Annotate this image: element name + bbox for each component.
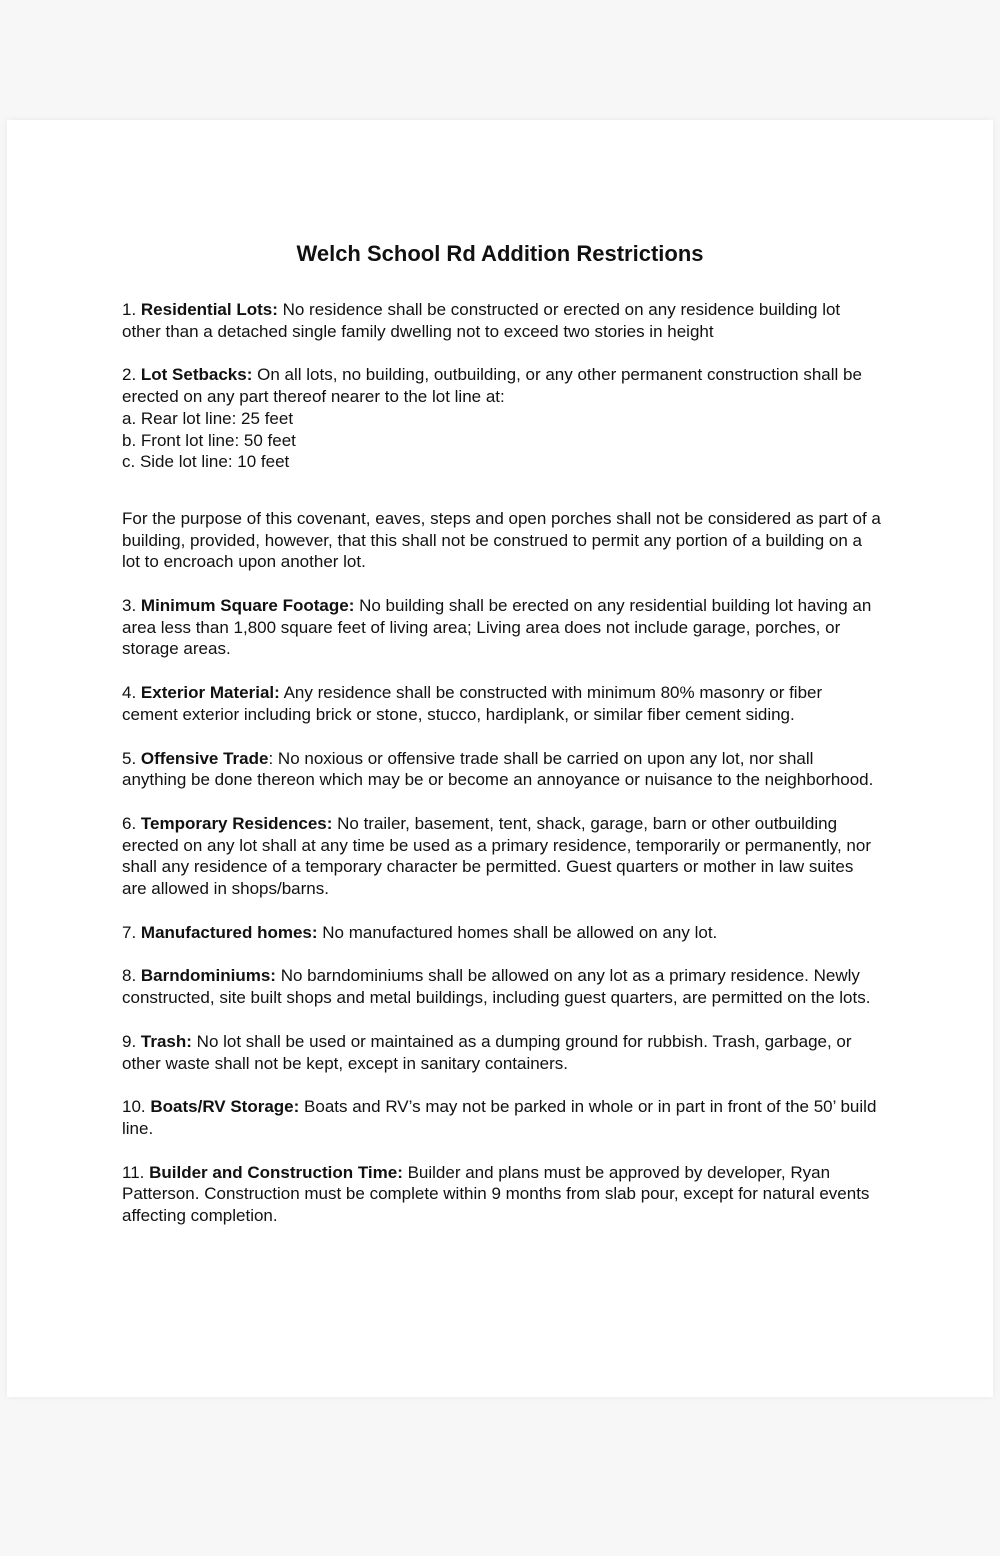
restriction-item-6: [122, 813, 882, 900]
setback-rear: a. Rear lot line: 25 feet: [122, 408, 294, 428]
item-text: No manufactured homes shall be allowed on any lot.: [317, 922, 718, 942]
item-heading: Manufactured homes:: [140, 922, 318, 942]
item-number: 11.: [122, 1162, 150, 1182]
item-heading: Builder and Construction Time:: [149, 1162, 403, 1182]
setback-note: For the purpose of this covenant, eaves, steps and open porches shall not be considered as part of a building, provided, however, that this shall not be construed to permit any portion of a building on a lot to encroach upon another lot.: [122, 508, 881, 572]
item-text: No barndominiums shall be allowed on any lot as a primary residence. Newly constructed, site built shops and metal buildings, including guest quarters, are permitted on the lots.: [122, 966, 871, 1008]
item-text: No trailer, basement, tent, shack, garage, barn or other outbuilding erected on any lot shall at any time be used as a primary residence, temporarily or permanently, nor shall any residence of a temporary character be permitted. Guest quarters or mother in law suites are allowed in shops/barns.: [122, 813, 871, 899]
restriction-item-5: [122, 748, 882, 791]
item-heading: Lot Setbacks:: [140, 365, 253, 385]
document-title: Welch School Rd Addition Restrictions: [296, 241, 704, 266]
item-text: On all lots, no building, outbuilding, or any other permanent construction shall be erected on any part thereof nearer to the lot line at:: [122, 365, 862, 407]
setback-side: c. Side lot line: 10 feet: [122, 452, 290, 472]
item-heading: Boats/RV Storage:: [150, 1097, 300, 1117]
item-number: 3.: [122, 596, 141, 616]
document-page: [7, 120, 993, 1397]
item-text: : No noxious or offensive trade shall be carried on upon any lot, nor shall anything be done thereon which may be or become an annoyance or nuisance to the neighborhood.: [122, 748, 874, 790]
item-number: 4.: [122, 683, 141, 703]
item-number: 1.: [122, 300, 141, 319]
item-text: No building shall be erected on any residential building lot having an area less than 1,800 square feet of living area; Living area does not include garage, porches, or storage areas.: [122, 596, 872, 659]
item-text: Builder and plans must be approved by developer, Ryan Patterson. Construction must be complete within 9 months from slab pour, except for natural events affecting completion.: [122, 1162, 870, 1226]
item-number: 9.: [122, 1031, 141, 1051]
item-heading: Minimum Square Footage:: [140, 596, 355, 616]
item-number: 5.: [122, 748, 141, 768]
restriction-item-4: [122, 682, 882, 725]
restriction-item-10: [122, 1096, 882, 1139]
restriction-item-11: [122, 1162, 882, 1227]
item-text: No residence shall be constructed or erected on any residence building lot other than a detached single family dwelling not to exceed two stories in height: [122, 300, 841, 341]
item-heading: Residential Lots:: [140, 300, 278, 319]
item-number: 7.: [122, 922, 141, 942]
item-heading: Exterior Material:: [140, 683, 280, 703]
item-number: 6.: [122, 813, 141, 833]
item-text: No lot shall be used or maintained as a dumping ground for rubbish. Trash, garbage, or other waste shall not be kept, except in sanitary containers.: [122, 1031, 852, 1073]
restriction-item-1: [122, 299, 882, 342]
restriction-item-7: [122, 922, 882, 944]
item-text: Boats and RV’s may not be parked in whole or in part in front of the 50’ build line.: [122, 1097, 877, 1138]
restriction-item-2: [122, 364, 882, 473]
item-heading: Temporary Residences:: [140, 813, 333, 833]
item-heading: Barndominiums:: [140, 966, 276, 986]
item-heading: Trash:: [140, 1031, 192, 1051]
item-text: Any residence shall be constructed with minimum 80% masonry or fiber cement exterior including brick or stone, stucco, hardiplank, or similar fiber cement siding.: [122, 683, 823, 724]
restriction-item-9: [122, 1031, 882, 1074]
item-heading: Offensive Trade: [140, 748, 269, 768]
restriction-item-3: [122, 595, 882, 660]
item-number: 8.: [122, 966, 141, 986]
item-number: 10.: [122, 1097, 151, 1117]
restriction-item-8: [122, 965, 882, 1008]
restrictions-list: [122, 299, 882, 1227]
setback-front: b. Front lot line: 50 feet: [122, 430, 296, 450]
item-number: 2.: [122, 365, 141, 385]
